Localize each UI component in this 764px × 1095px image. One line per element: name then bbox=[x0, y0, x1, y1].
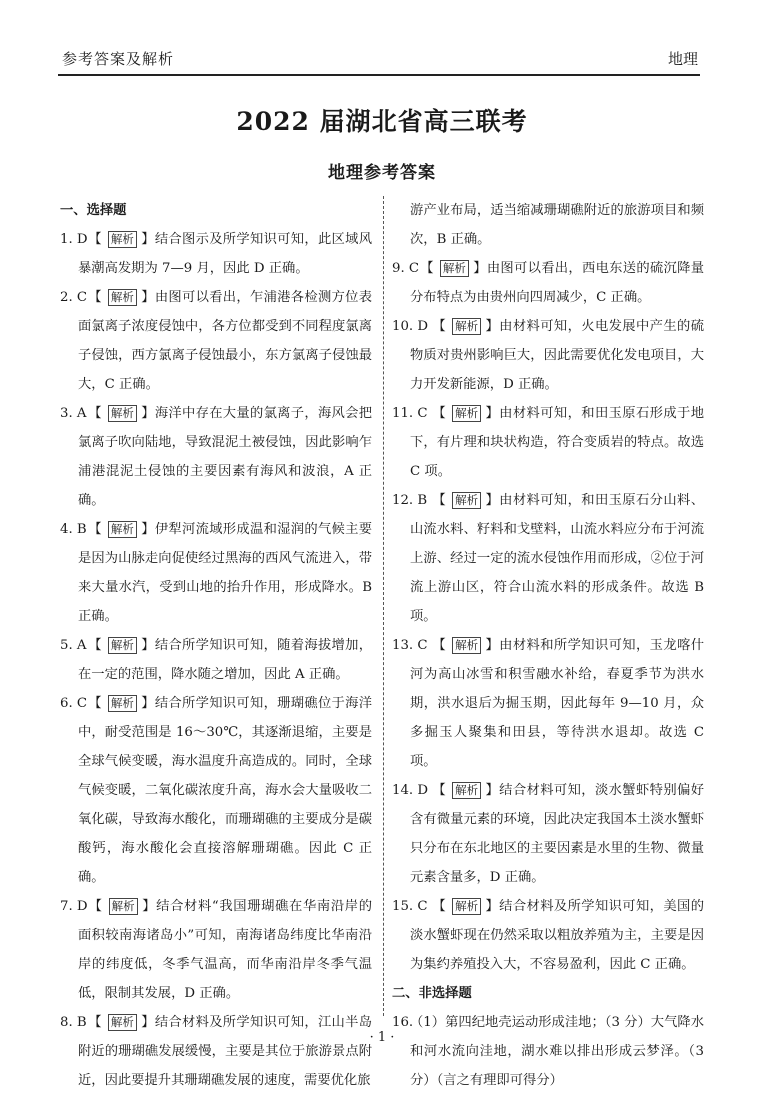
analysis-close-bracket: 】 bbox=[485, 319, 500, 334]
header-subject: 地理 bbox=[667, 50, 698, 68]
answer-item bbox=[60, 1008, 372, 1095]
answer-text: 由材料可知，火电发展中产生的硫物质对贵州影响巨大，因此需要优化发电项目，大力开发新能源，D 正确。 bbox=[410, 319, 705, 392]
answer-item bbox=[60, 225, 372, 283]
analysis-close-bracket: 】 bbox=[485, 899, 500, 914]
column-divider bbox=[383, 196, 384, 1016]
answer-number: 12. B bbox=[392, 493, 428, 508]
answer-text: 由材料可知，和田玉原石分山料、山流水料、籽料和戈壁料，山流水料应分布于河流上游、经过一定的流水侵蚀作用而形成，②位于河流上游山区，符合山流水料的形成条件。故选 B 项。 bbox=[410, 493, 705, 624]
document-title: 2022 届湖北省高三联考 bbox=[236, 107, 528, 136]
analysis-open-bracket: 【 bbox=[432, 899, 447, 914]
header-doc-label: 参考答案及解析 bbox=[62, 50, 175, 68]
analysis-close-bracket: 】 bbox=[485, 406, 500, 421]
analysis-open-bracket: 【 bbox=[432, 406, 447, 421]
analysis-tag: 解析 bbox=[108, 405, 137, 422]
analysis-open-bracket: 【 bbox=[88, 696, 102, 711]
answer-text: 结合材料及所学知识可知，江山半岛附近的珊瑚礁发展缓慢，主要是其位于旅游景点附近，因此要提升其珊瑚礁发展的速度，需要优化旅 bbox=[78, 1015, 373, 1088]
analysis-tag: 解析 bbox=[452, 405, 481, 422]
analysis-open-bracket: 【 bbox=[88, 232, 102, 247]
analysis-open-bracket: 【 bbox=[88, 290, 102, 305]
right-column bbox=[392, 196, 704, 1095]
analysis-tag: 解析 bbox=[452, 492, 481, 509]
section-heading-open: 二、非选择题 bbox=[392, 986, 472, 1001]
page-header bbox=[58, 48, 700, 76]
answer-number: 3. A bbox=[60, 406, 87, 421]
left-answer-list bbox=[60, 225, 372, 1095]
answer-text: 结合所学知识可知，珊瑚礁位于海洋中，耐受范围是 16～30℃，其逐渐退缩，主要是全球气候变暖，海水温度升高造成的。同时，全球气候变暖，二氧化碳浓度升高，海水会大量吸收二氧化碳，导致海水酸化，而珊瑚礁的主要成分是碳酸钙，海水酸化会直接溶解珊瑚礁。因此 C 正确。 bbox=[78, 696, 373, 885]
answer-item bbox=[392, 486, 704, 631]
answer-number: 9. C bbox=[392, 261, 420, 276]
analysis-tag: 解析 bbox=[452, 782, 481, 799]
answer-text: 由材料和所学知识可知，玉龙喀什河为高山冰雪和积雪融水补给，春夏季节为洪水期，洪水退后为掘玉期，因此每年 9—10 月，众多掘玉人聚集和田县，等待洪水退却。故选 C 项。 bbox=[410, 638, 705, 769]
answer-text: （1）第四纪地壳运动形成洼地；（3 分）大气降水和河水流向洼地，湖水难以排出形成云梦泽。（3 分）（言之有理即可得分） bbox=[410, 1015, 704, 1088]
analysis-close-bracket: 】 bbox=[141, 899, 157, 914]
answer-text: 海洋中存在大量的氯离子，海风会把氯离子吹向陆地，导致混泥土被侵蚀，因此影响乍浦港混泥土侵蚀的主要因素有海风和波浪，A 正确。 bbox=[78, 406, 373, 508]
answer-item bbox=[392, 312, 704, 399]
right-answer-list bbox=[392, 254, 704, 979]
answer-text: 结合材料可知，淡水蟹虾特别偏好含有微量元素的环境，因此决定我国本土淡水蟹虾只分布在东北地区的主要因素是水里的生物、微量元素含量多，D 正确。 bbox=[410, 783, 705, 885]
answer-item bbox=[392, 631, 704, 776]
analysis-tag: 解析 bbox=[108, 231, 137, 248]
answer-text: 结合材料“我国珊瑚礁在华南沿岸的面积较南海诸岛小”可知，南海诸岛纬度比华南沿岸的纬度低，冬季气温高，而华南沿岸冬季气温低，限制其发展，D 正确。 bbox=[78, 899, 372, 1001]
analysis-close-bracket: 】 bbox=[140, 638, 155, 653]
analysis-tag: 解析 bbox=[109, 898, 138, 915]
analysis-close-bracket: 】 bbox=[140, 696, 155, 711]
answer-item bbox=[392, 892, 704, 979]
answer-item bbox=[60, 689, 372, 892]
analysis-open-bracket: 【 bbox=[432, 783, 447, 798]
analysis-close-bracket: 】 bbox=[472, 261, 487, 276]
answer-item bbox=[60, 283, 372, 399]
answer-number: 1. D bbox=[60, 232, 88, 247]
analysis-tag: 解析 bbox=[108, 289, 137, 306]
document-subtitle: 地理参考答案 bbox=[328, 163, 436, 183]
answer-text: 由图可以看出，乍浦港各检测方位表面氯离子浓度侵蚀中，各方位都受到不同程度氯离子侵蚀，西方氯离子侵蚀最小，东方氯离子侵蚀最大，C 正确。 bbox=[78, 290, 373, 392]
answer-text: 结合材料及所学知识可知，美国的淡水蟹虾现在仍然采取以粗放养殖为主，主要是因为集约养殖投入大，不容易盈利，因此 C 正确。 bbox=[410, 899, 705, 972]
answer-item bbox=[392, 254, 704, 312]
answer-item bbox=[60, 631, 372, 689]
analysis-open-bracket: 【 bbox=[432, 493, 447, 508]
answer-number: 4. B bbox=[60, 522, 87, 537]
analysis-tag: 解析 bbox=[108, 1014, 137, 1031]
answer-text: 伊犁河流域形成温和湿润的气候主要是因为山脉走向促使经过黑海的西风气流进入，带来大量水汽，受到山地的抬升作用，形成降水。B 正确。 bbox=[78, 522, 373, 624]
analysis-close-bracket: 】 bbox=[140, 406, 155, 421]
analysis-close-bracket: 】 bbox=[140, 1015, 155, 1030]
answer-item-16 bbox=[392, 1008, 704, 1095]
answer-text: 由图可以看出，西电东送的硫沉降量分布特点为由贵州向四周减少，C 正确。 bbox=[410, 261, 705, 305]
page-number: · 1 · bbox=[369, 1030, 395, 1045]
answer-number: 7. D bbox=[60, 899, 88, 914]
analysis-tag: 解析 bbox=[452, 318, 481, 335]
analysis-tag: 解析 bbox=[108, 695, 137, 712]
answer-number: 16. bbox=[392, 1015, 414, 1030]
answer-item bbox=[60, 515, 372, 631]
analysis-close-bracket: 】 bbox=[140, 290, 155, 305]
analysis-open-bracket: 【 bbox=[88, 406, 102, 421]
answer-number: 5. A bbox=[60, 638, 87, 653]
analysis-close-bracket: 】 bbox=[140, 522, 155, 537]
answer-item bbox=[60, 399, 372, 515]
answer-text: 结合图示及所学知识可知，此区域风暴潮高发期为 7—9 月，因此 D 正确。 bbox=[78, 232, 373, 276]
analysis-open-bracket: 【 bbox=[432, 319, 447, 334]
answer-item bbox=[60, 892, 372, 1008]
answer-number: 13. C bbox=[392, 638, 428, 653]
answer-number: 6. C bbox=[60, 696, 88, 711]
left-column bbox=[60, 196, 372, 1095]
analysis-tag: 解析 bbox=[108, 637, 137, 654]
answer-number: 2. C bbox=[60, 290, 88, 305]
analysis-close-bracket: 】 bbox=[485, 493, 500, 508]
answer-item bbox=[392, 776, 704, 892]
analysis-tag: 解析 bbox=[440, 260, 469, 277]
answer-number: 14. D bbox=[392, 783, 429, 798]
answer-text: 由材料可知，和田玉原石形成于地下，有片理和块状构造，符合变质岩的特点。故选 C 项。 bbox=[410, 406, 705, 479]
answer-number: 8. B bbox=[60, 1015, 87, 1030]
analysis-close-bracket: 】 bbox=[485, 783, 500, 798]
analysis-open-bracket: 【 bbox=[88, 522, 102, 537]
section-heading-choice: 一、选择题 bbox=[60, 203, 127, 218]
answer-item bbox=[392, 399, 704, 486]
analysis-open-bracket: 【 bbox=[88, 638, 102, 653]
answer-number: 15. C bbox=[392, 899, 428, 914]
analysis-tag: 解析 bbox=[452, 637, 481, 654]
answer-text: 结合所学知识可知，随着海拔增加，在一定的范围，降水随之增加，因此 A 正确。 bbox=[78, 638, 373, 682]
answer-number: 10. D bbox=[392, 319, 429, 334]
analysis-open-bracket: 【 bbox=[88, 1015, 102, 1030]
answer-number: 11. C bbox=[392, 406, 428, 421]
answer-continuation: 游产业布局，适当缩减珊瑚礁附近的旅游项目和频次，B 正确。 bbox=[410, 203, 704, 247]
analysis-tag: 解析 bbox=[108, 521, 137, 538]
analysis-open-bracket: 【 bbox=[432, 638, 447, 653]
analysis-close-bracket: 】 bbox=[485, 638, 500, 653]
analysis-open-bracket: 【 bbox=[420, 261, 434, 276]
analysis-open-bracket: 【 bbox=[88, 899, 103, 914]
analysis-close-bracket: 】 bbox=[140, 232, 155, 247]
analysis-tag: 解析 bbox=[452, 898, 481, 915]
